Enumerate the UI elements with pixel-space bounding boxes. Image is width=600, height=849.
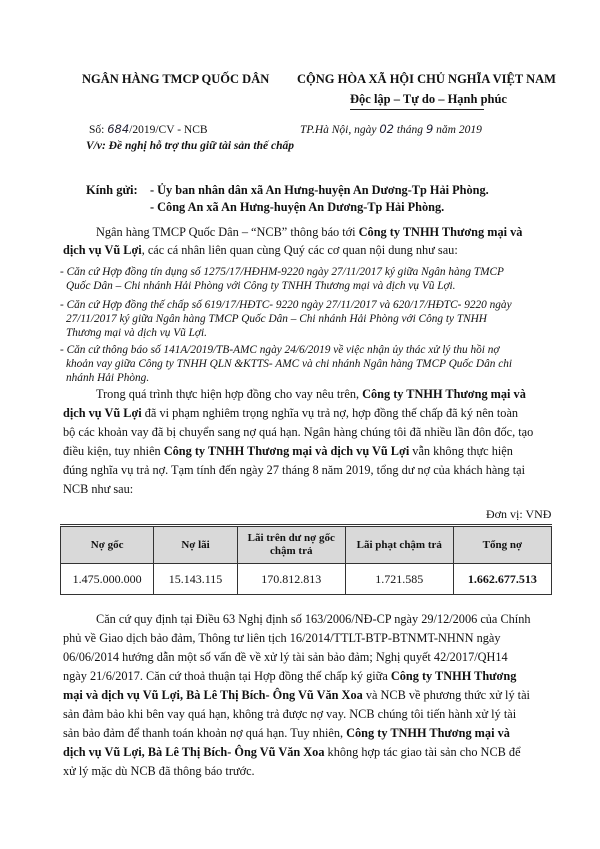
body1-line-4: điều kiện, tuy nhiên Công ty TNHH Thương mại và dịch vụ Vũ Lợi vẫn không thực hiện: [63, 444, 513, 458]
cell-interest: 15.143.115: [154, 564, 237, 595]
body1-line-2: dịch vụ Vũ Lợi đã vi phạm nghiêm trọng nghĩa vụ trả nợ, hợp đồng thế chấp đã ký nên toàn: [63, 406, 519, 420]
body1-line-5: đúng nghĩa vụ trả nợ. Tạm tính đến ngày 27 tháng 8 năm 2019, tổng dư nợ của khách hàng tại: [63, 463, 526, 477]
nation-title: CỘNG HÒA XÃ HỘI CHỦ NGHĨA VIỆT NAM: [297, 72, 556, 86]
intro-line-2: dịch vụ Vũ Lợi, các cá nhân liên quan cùng Quý các cơ quan nội dung như sau:: [63, 243, 458, 257]
col-principal: Nợ gốc: [61, 526, 154, 564]
intro-line-1: Ngân hàng TMCP Quốc Dân – “NCB” thông báo tới Công ty TNHH Thương mại và: [96, 225, 523, 239]
cell-total: 1.662.677.513: [453, 564, 551, 595]
cell-principal: 1.475.000.000: [61, 564, 154, 595]
basis-2: - Căn cứ Hợp đồng thế chấp số 619/17/HĐTC- 9220 ngày 27/11/2017 và 620/17/HĐTC- 9220 ngày 27/11/2017 ký giữa Ngân hàng TMCP Quốc Dân – Chi nhánh Hải Phòng với Công ty TNHH Thương mại và dịch vụ Vũ Lợi.: [60, 299, 512, 339]
body1-line-1: Trong quá trình thực hiện hợp đồng cho vay nêu trên, Công ty TNHH Thương mại và: [96, 387, 526, 401]
unit-label: Đơn vị: VNĐ: [486, 507, 552, 521]
body2-line-1: Căn cứ quy định tại Điều 63 Nghị định số 163/2006/NĐ-CP ngày 29/12/2006 của Chính: [96, 612, 531, 626]
col-penalty: Lãi phạt chậm trả: [345, 526, 453, 564]
body2-line-9: xử lý mặc dù NCB đã thông báo trước.: [63, 764, 255, 778]
body2-line-5: mại và dịch vụ Vũ Lợi, Bà Lê Thị Bích- Ông Vũ Văn Xoa và NCB về phương thức xử lý tài: [63, 688, 530, 702]
body2-line-7: sản bảo đảm để thanh toán khoản nợ quá hạn. Tuy nhiên, Công ty TNHH Thương mại và: [63, 726, 510, 740]
nation-motto: Độc lập – Tự do – Hạnh phúc: [350, 92, 507, 106]
table-row: [61, 564, 552, 595]
debt-table: [60, 524, 552, 595]
basis-1: - Căn cứ Hợp đồng tín dụng số 1275/17/HĐHM-9220 ngày 27/11/2017 ký giữa Ngân hàng TMCP Quốc Dân – Chi nhánh Hải Phòng với Công ty TNHH Thương mại và dịch vụ Vũ Lợi.: [60, 266, 504, 292]
body1-line-6: NCB như sau:: [63, 482, 134, 496]
body2-line-8: dịch vụ Vũ Lợi, Bà Lê Thị Bích- Ông Vũ Văn Xoa không hợp tác giao tài sản cho NCB để: [63, 745, 521, 759]
handwritten-month: 9: [425, 122, 434, 136]
col-total: Tổng nợ: [453, 526, 551, 564]
body2-line-4: ngày 21/6/2017. Căn cứ thoả thuận tại Hợp đồng thế chấp ký giữa Công ty TNHH Thương: [63, 669, 517, 683]
body2-line-3: 06/06/2014 hướng dẫn một số vấn đề về xử lý tài sản bảo đảm; Nghị quyết 42/2017/QH14: [63, 650, 508, 664]
document-number: Số: 684/2019/CV - NCB: [89, 122, 208, 136]
body2-line-6: sản đảm bảo khi bên vay quá hạn, không trả được nợ vay. NCB chúng tôi tiến hành xử lý tài: [63, 707, 517, 721]
basis-3: - Căn cứ thông báo số 141A/2019/TB-AMC ngày 24/6/2019 về việc nhận ủy thác xử lý thu hồi nợ khoản vay giữa Công ty TNHH QLN &KTTS- AMC và chi nhánh Ngân hàng TMCP Quốc Dân chi nhánh Hải Phòng.: [60, 344, 513, 384]
col-interest: Nợ lãi: [154, 526, 237, 564]
recipients-label: Kính gửi:: [86, 183, 138, 197]
handwritten-number: 684: [107, 122, 130, 136]
handwritten-day: 02: [379, 122, 394, 136]
body2-line-2: phủ về Giao dịch bảo đảm, Thông tư liên tịch 16/2014/TTLT-BTP-BTNMT-NHNN ngày: [63, 631, 501, 645]
cell-penalty: 1.721.585: [345, 564, 453, 595]
bank-name: NGÂN HÀNG TMCP QUỐC DÂN: [82, 72, 270, 86]
recipient-1: - Ủy ban nhân dân xã An Hưng-huyện An Dương-Tp Hải Phòng.: [150, 183, 489, 197]
date-line: TP.Hà Nội, ngày 02 tháng 9 năm 2019: [300, 122, 482, 136]
motto-underline: [350, 109, 484, 110]
body1-line-3: bộ các khoản vay đã bị chuyển sang nợ quá hạn. Ngân hàng chúng tôi đã nhiều lần đôn đốc, tạo: [63, 425, 534, 439]
recipient-2: - Công An xã An Hưng-huyện An Dương-Tp Hải Phòng.: [150, 200, 445, 214]
cell-overdue-interest: 170.812.813: [237, 564, 345, 595]
subject-line: V/v: Đề nghị hỗ trợ thu giữ tài sản thế chấp: [86, 140, 294, 152]
col-overdue-interest: Lãi trên dư nợ gốc chậm trả: [237, 526, 345, 564]
table-header-row: [61, 526, 552, 564]
